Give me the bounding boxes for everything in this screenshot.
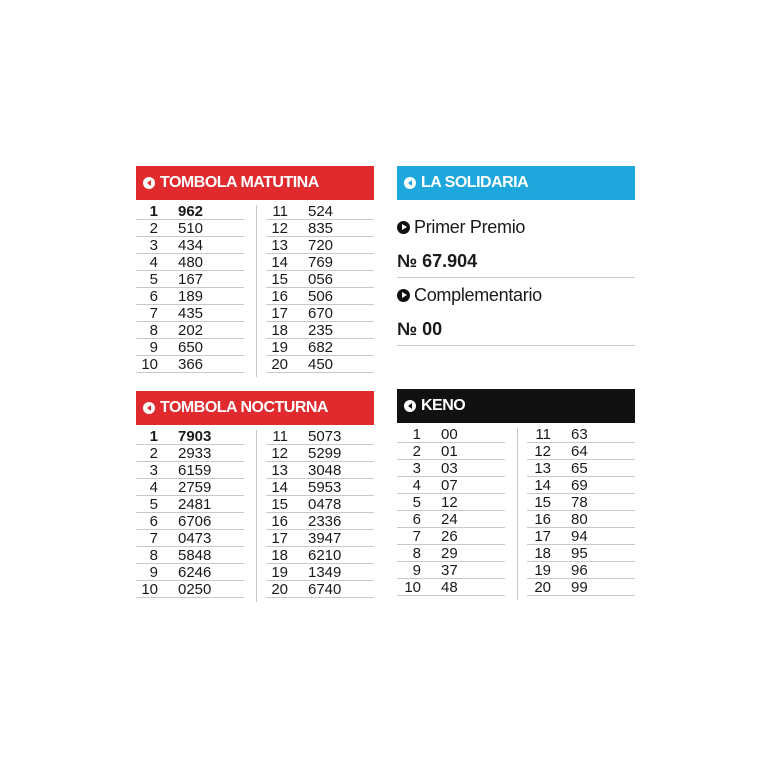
- result-row: [266, 288, 374, 305]
- position-number: 7: [412, 528, 421, 545]
- arrow-left-circle-icon: [143, 402, 155, 414]
- position-number: 5: [412, 494, 421, 511]
- tombola-nocturna-results: [136, 428, 374, 604]
- drawn-number: 235: [308, 322, 334, 339]
- result-row: [397, 528, 505, 545]
- position-number: 17: [534, 528, 551, 545]
- drawn-number: 37: [441, 562, 458, 579]
- result-row: [527, 562, 635, 579]
- position-number: 15: [271, 496, 288, 513]
- position-number: 8: [412, 545, 421, 562]
- position-number: 1: [412, 426, 421, 443]
- tombola-matutina-title: TOMBOLA MATUTINA: [160, 174, 319, 191]
- position-number: 18: [271, 322, 288, 339]
- result-row: [136, 428, 244, 445]
- result-row: [527, 443, 635, 460]
- drawn-number: 510: [178, 220, 204, 237]
- result-row: [397, 579, 505, 596]
- tombola-matutina-results: [136, 203, 374, 379]
- complementario-label: Complementario: [397, 278, 635, 312]
- drawn-number: 056: [308, 271, 334, 288]
- keno-title: KENO: [421, 397, 466, 414]
- arrow-left-circle-icon: [404, 177, 416, 189]
- position-number: 12: [271, 220, 288, 237]
- drawn-number: 80: [571, 511, 588, 528]
- result-row: [397, 426, 505, 443]
- position-number: 2: [412, 443, 421, 460]
- result-row: [136, 530, 244, 547]
- result-row: [397, 511, 505, 528]
- result-row: [266, 564, 374, 581]
- position-number: 10: [141, 356, 158, 373]
- result-row: [136, 339, 244, 356]
- result-row: [397, 545, 505, 562]
- position-number: 20: [271, 581, 288, 598]
- result-row: [266, 254, 374, 271]
- drawn-number: 167: [178, 271, 204, 288]
- position-number: 8: [149, 547, 158, 564]
- result-row: [136, 203, 244, 220]
- drawn-number: 434: [178, 237, 204, 254]
- position-number: 6: [149, 288, 158, 305]
- position-number: 14: [534, 477, 551, 494]
- tombola-matutina-col-right: [266, 203, 374, 373]
- position-number: 9: [412, 562, 421, 579]
- play-circle-icon: [397, 221, 410, 234]
- drawn-number: 2481: [178, 496, 212, 513]
- drawn-number: 5848: [178, 547, 212, 564]
- column-divider: [256, 430, 257, 602]
- la-solidaria-panel: [397, 166, 635, 346]
- keno-panel: [397, 389, 635, 602]
- result-row: [266, 356, 374, 373]
- drawn-number: 95: [571, 545, 588, 562]
- result-row: [397, 562, 505, 579]
- drawn-number: 189: [178, 288, 204, 305]
- tombola-nocturna-col-left: [136, 428, 244, 598]
- drawn-number: 78: [571, 494, 588, 511]
- play-circle-icon: [397, 289, 410, 302]
- position-number: 1: [149, 428, 158, 445]
- position-number: 14: [271, 479, 288, 496]
- position-number: 13: [271, 462, 288, 479]
- drawn-number: 07: [441, 477, 458, 494]
- result-row: [266, 530, 374, 547]
- position-number: 19: [534, 562, 551, 579]
- result-row: [266, 203, 374, 220]
- drawn-number: 670: [308, 305, 334, 322]
- drawn-number: 1349: [308, 564, 342, 581]
- result-row: [136, 288, 244, 305]
- drawn-number: 63: [571, 426, 588, 443]
- position-number: 1: [149, 203, 158, 220]
- position-number: 3: [412, 460, 421, 477]
- result-row: [527, 477, 635, 494]
- primer-premio-value: № 67.904: [397, 244, 635, 278]
- drawn-number: 202: [178, 322, 204, 339]
- tombola-nocturna-title: TOMBOLA NOCTURNA: [160, 399, 328, 416]
- result-row: [136, 513, 244, 530]
- drawn-number: 6740: [308, 581, 342, 598]
- position-number: 2: [149, 445, 158, 462]
- arrow-left-circle-icon: [143, 177, 155, 189]
- drawn-number: 96: [571, 562, 588, 579]
- drawn-number: 6210: [308, 547, 342, 564]
- drawn-number: 24: [441, 511, 458, 528]
- position-number: 7: [149, 530, 158, 547]
- drawn-number: 5953: [308, 479, 342, 496]
- drawn-number: 00: [441, 426, 458, 443]
- result-row: [397, 494, 505, 511]
- position-number: 4: [149, 254, 158, 271]
- result-row: [527, 426, 635, 443]
- result-row: [527, 545, 635, 562]
- drawn-number: 3947: [308, 530, 342, 547]
- position-number: 18: [534, 545, 551, 562]
- complementario-value: № 00: [397, 312, 635, 346]
- position-number: 20: [271, 356, 288, 373]
- position-number: 12: [271, 445, 288, 462]
- drawn-number: 6159: [178, 462, 212, 479]
- keno-results: [397, 426, 635, 602]
- result-row: [136, 564, 244, 581]
- position-number: 20: [534, 579, 551, 596]
- tombola-nocturna-col-right: [266, 428, 374, 598]
- position-number: 19: [271, 564, 288, 581]
- tombola-matutina-header: [136, 166, 374, 200]
- result-row: [527, 494, 635, 511]
- position-number: 7: [149, 305, 158, 322]
- drawn-number: 5299: [308, 445, 342, 462]
- result-row: [266, 513, 374, 530]
- result-row: [136, 237, 244, 254]
- keno-header: [397, 389, 635, 423]
- result-row: [397, 460, 505, 477]
- drawn-number: 6246: [178, 564, 212, 581]
- position-number: 9: [149, 339, 158, 356]
- tombola-matutina-col-left: [136, 203, 244, 373]
- drawn-number: 366: [178, 356, 204, 373]
- position-number: 5: [149, 496, 158, 513]
- result-row: [266, 339, 374, 356]
- result-row: [136, 479, 244, 496]
- result-row: [136, 462, 244, 479]
- position-number: 9: [149, 564, 158, 581]
- position-number: 19: [271, 339, 288, 356]
- position-number: 5: [149, 271, 158, 288]
- result-row: [266, 220, 374, 237]
- drawn-number: 450: [308, 356, 334, 373]
- drawn-number: 682: [308, 339, 334, 356]
- position-number: 11: [272, 428, 288, 445]
- result-row: [266, 496, 374, 513]
- result-row: [397, 443, 505, 460]
- result-row: [266, 462, 374, 479]
- drawn-number: 0473: [178, 530, 212, 547]
- result-row: [136, 356, 244, 373]
- result-row: [266, 322, 374, 339]
- position-number: 4: [149, 479, 158, 496]
- drawn-number: 524: [308, 203, 334, 220]
- drawn-number: 720: [308, 237, 334, 254]
- position-number: 12: [534, 443, 551, 460]
- drawn-number: 64: [571, 443, 588, 460]
- result-row: [136, 271, 244, 288]
- drawn-number: 7903: [178, 428, 212, 445]
- position-number: 3: [149, 237, 158, 254]
- result-row: [136, 581, 244, 598]
- arrow-left-circle-icon: [404, 400, 416, 412]
- position-number: 4: [412, 477, 421, 494]
- drawn-number: 835: [308, 220, 334, 237]
- drawn-number: 769: [308, 254, 334, 271]
- position-number: 16: [271, 513, 288, 530]
- drawn-number: 962: [178, 203, 204, 220]
- position-number: 15: [271, 271, 288, 288]
- drawn-number: 3048: [308, 462, 342, 479]
- position-number: 3: [149, 462, 158, 479]
- drawn-number: 03: [441, 460, 458, 477]
- position-number: 15: [534, 494, 551, 511]
- drawn-number: 99: [571, 579, 588, 596]
- position-number: 10: [404, 579, 421, 596]
- result-row: [136, 220, 244, 237]
- tombola-matutina-panel: [136, 166, 374, 379]
- drawn-number: 0478: [308, 496, 342, 513]
- drawn-number: 435: [178, 305, 204, 322]
- la-solidaria-title: LA SOLIDARIA: [421, 174, 529, 191]
- position-number: 11: [272, 203, 288, 220]
- result-row: [266, 479, 374, 496]
- position-number: 18: [271, 547, 288, 564]
- position-number: 6: [412, 511, 421, 528]
- result-row: [266, 428, 374, 445]
- result-row: [397, 477, 505, 494]
- position-number: 8: [149, 322, 158, 339]
- tombola-nocturna-panel: [136, 391, 374, 604]
- drawn-number: 65: [571, 460, 588, 477]
- result-row: [136, 445, 244, 462]
- drawn-number: 5073: [308, 428, 342, 445]
- drawn-number: 2933: [178, 445, 212, 462]
- result-row: [266, 237, 374, 254]
- result-row: [136, 496, 244, 513]
- result-row: [136, 305, 244, 322]
- column-divider: [256, 205, 257, 377]
- drawn-number: 29: [441, 545, 458, 562]
- drawn-number: 2759: [178, 479, 212, 496]
- result-row: [136, 322, 244, 339]
- position-number: 17: [271, 305, 288, 322]
- result-row: [527, 579, 635, 596]
- la-solidaria-header: [397, 166, 635, 200]
- column-divider: [517, 428, 518, 600]
- drawn-number: 2336: [308, 513, 342, 530]
- position-number: 6: [149, 513, 158, 530]
- drawn-number: 94: [571, 528, 588, 545]
- position-number: 10: [141, 581, 158, 598]
- result-row: [266, 305, 374, 322]
- drawn-number: 12: [441, 494, 458, 511]
- result-row: [136, 254, 244, 271]
- result-row: [527, 511, 635, 528]
- position-number: 13: [534, 460, 551, 477]
- position-number: 2: [149, 220, 158, 237]
- position-number: 14: [271, 254, 288, 271]
- drawn-number: 506: [308, 288, 334, 305]
- drawn-number: 01: [441, 443, 458, 460]
- drawn-number: 69: [571, 477, 588, 494]
- drawn-number: 6706: [178, 513, 212, 530]
- result-row: [136, 547, 244, 564]
- drawn-number: 480: [178, 254, 204, 271]
- tombola-nocturna-header: [136, 391, 374, 425]
- keno-col-right: [527, 426, 635, 596]
- drawn-number: 48: [441, 579, 458, 596]
- result-row: [266, 445, 374, 462]
- position-number: 16: [534, 511, 551, 528]
- result-row: [266, 271, 374, 288]
- result-row: [527, 528, 635, 545]
- drawn-number: 650: [178, 339, 204, 356]
- position-number: 11: [535, 426, 551, 443]
- result-row: [266, 547, 374, 564]
- primer-premio-label: Primer Premio: [397, 210, 635, 244]
- position-number: 16: [271, 288, 288, 305]
- result-row: [266, 581, 374, 598]
- result-row: [527, 460, 635, 477]
- keno-col-left: [397, 426, 505, 596]
- position-number: 17: [271, 530, 288, 547]
- drawn-number: 26: [441, 528, 458, 545]
- drawn-number: 0250: [178, 581, 212, 598]
- position-number: 13: [271, 237, 288, 254]
